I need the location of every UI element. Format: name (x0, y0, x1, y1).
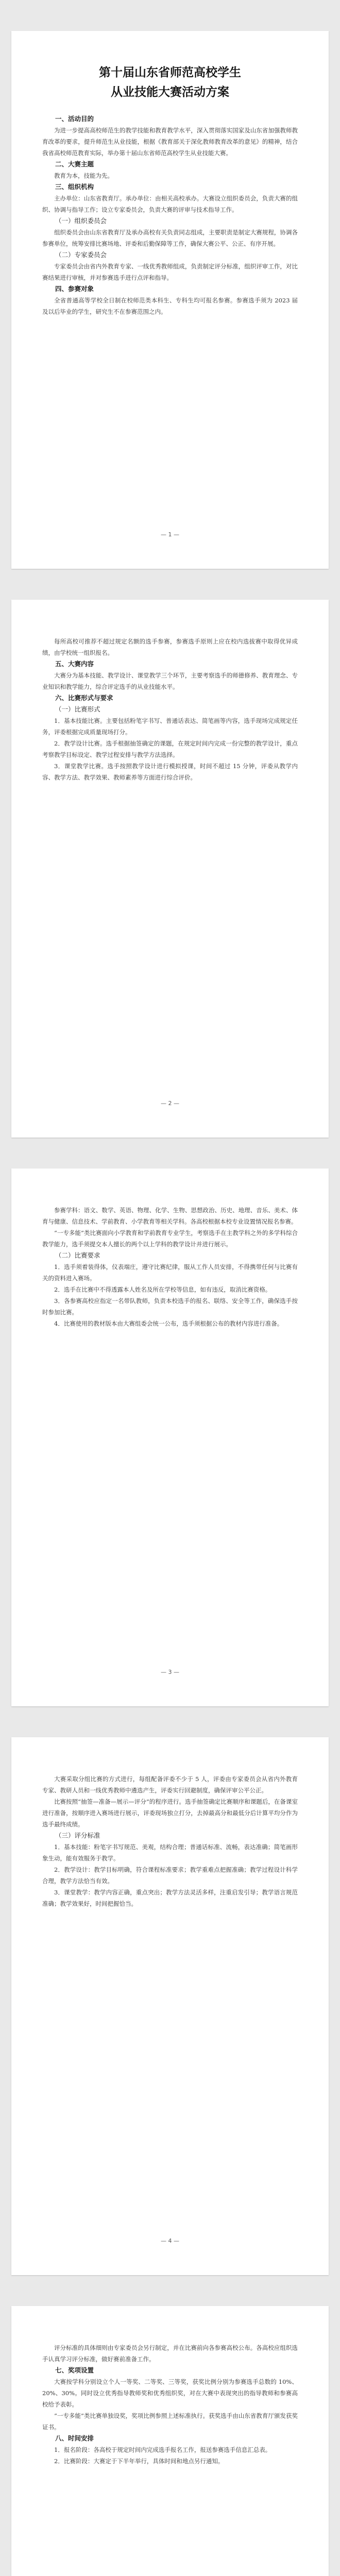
document-page-4 (11, 1737, 329, 2275)
body-paragraph: 比赛按照“抽签—准备—展示—评分”的程序进行。选手抽签确定比赛顺序和课题后，在备课室进行准备，按顺序进入赛场进行展示，评委现场独立打分，去掉最高分和最低分后计算平均分作为选手最终成绩。 (42, 1798, 298, 1828)
body-paragraph: 参赛学科：语文、数学、英语、物理、化学、生物、思想政治、历史、地理、音乐、美术、体育与健康、信息技术、学前教育、小学教育等相关学科。各高校根据本校专业设置情况报名参赛。 (42, 1207, 298, 1225)
section-heading: 八、时间安排 (55, 2434, 94, 2442)
body-paragraph: 评分标准的具体细则由专家委员会另行制定，并在比赛前向各参赛高校公布。各高校应组织选手认真学习评分标准，做好赛前准备工作。 (42, 2344, 298, 2363)
section-heading: 二、大赛主题 (55, 160, 94, 168)
section-heading: 五、大赛内容 (55, 660, 94, 668)
body-paragraph: “一专多能”类比赛单独设奖，奖项比例参照上述标准执行。获奖选手由山东省教育厅颁发获奖证书。 (42, 2412, 298, 2431)
body-paragraph: 大赛分为基本技能、教学设计、课堂教学三个环节，主要考察选手的师德修养、教育理念、专业知识和教学能力，综合评定选手的从业技能水平。 (42, 672, 298, 690)
body-paragraph: 大赛按学科分别设立个人一等奖、二等奖、三等奖，获奖比例分别为参赛选手总数的 10%、20%、30%。同时设立优秀指导教师奖和优秀组织奖，对在大赛中表现突出的指导教师和参赛高校给予表彰。 (42, 2378, 298, 2408)
section-heading: 七、奖项设置 (55, 2366, 94, 2374)
page-number: — 2 — (161, 1100, 179, 1107)
page-2-content (42, 636, 298, 783)
section-heading: 三、组织机构 (55, 183, 94, 191)
section-heading: 六、比赛形式与要求 (55, 694, 113, 702)
body-paragraph: 组织委员会由山东省教育厅及承办高校有关负责同志组成，主要职责是制定大赛规程，协调各参赛单位，统筹安排比赛场地、评委和后勤保障等工作，确保大赛公平、公正、有序开展。 (42, 229, 298, 247)
document-title-line-1: 第十届山东省师范高校学生 (99, 65, 241, 79)
body-paragraph: 教育为本，技能为先。 (54, 172, 113, 179)
page-number: — 4 — (161, 2238, 179, 2244)
body-paragraph: 专家委员会由省内外教育专家、一线优秀教师组成，负责制定评分标准，组织评审工作，对比赛结果进行审核，并对参赛选手进行点评和指导。 (42, 263, 298, 281)
document-page-2 (11, 600, 329, 1138)
page-number: — 1 — (161, 531, 179, 538)
page-5-content (42, 2342, 298, 2467)
section-heading: 四、参赛对象 (55, 285, 94, 293)
body-paragraph: 3．各参赛高校应指定一名带队教师，负责本校选手的报名、联络、安全等工作，确保选手按时参加比赛。 (42, 1297, 298, 1316)
body-paragraph: 3．课堂教学：教学内容正确，重点突出；教学方法灵活多样，注重启发引导；教学语言规范准确；教学效果好，时间把握恰当。 (42, 1889, 298, 1907)
body-paragraph: 2．教学设计：教学目标明确，符合课程标准要求；教学重难点把握准确；教学过程设计科学合理，教学方法恰当有效。 (42, 1866, 298, 1885)
body-paragraph: 1．选手须着装得体，仪表端庄，遵守比赛纪律，服从工作人员安排，不得携带任何与比赛有关的资料进入赛场。 (42, 1263, 298, 1282)
document-page-1 (11, 31, 329, 569)
body-paragraph: 3．课堂教学比赛。选手按照教学设计进行模拟授课，时间不超过 15 分钟，评委从教学内容、教学方法、教学效果、教师素养等方面进行综合评价。 (42, 762, 298, 781)
document-title (42, 63, 298, 102)
body-paragraph: 1．基本技能比赛。主要包括粉笔字书写、普通话表达、简笔画等内容，选手现场完成规定任务，评委根据完成质量现场打分。 (42, 717, 298, 736)
body-paragraph: 主办单位：山东省教育厅。承办单位：由相关高校承办。大赛设立组织委员会，负责大赛的组织、协调与指导工作；设立专家委员会，负责大赛的评审与技术指导工作。 (42, 195, 298, 213)
document-title-line-2: 从业技能大赛活动方案 (111, 85, 229, 99)
body-paragraph: 为进一步提高高校师范生的教学技能和教育教学水平，深入贯彻落实国家及山东省加强教师教育改革的要求，提升师范生从业技能，根据《教育部关于深化教师教育改革的意见》的精神，结合我省高校师范教育实际，举办第十届山东省师范高校学生从业技能大赛。 (42, 127, 298, 157)
subsection-heading: （一）比赛形式 (55, 705, 100, 713)
body-paragraph: 2．选手在比赛中不得透露本人姓名及所在学校等信息，如有违反，取消比赛资格。 (54, 1286, 271, 1293)
subsection-heading: （二）比赛要求 (55, 1251, 100, 1259)
body-paragraph: 1．基本技能：粉笔字书写规范、美观，结构合理；普通话标准、流畅，表达准确；简笔画形象生动，能有效服务于教学。 (42, 1843, 298, 1862)
body-paragraph: 2．教学设计比赛。选手根据抽签确定的课题，在规定时间内完成一份完整的教学设计，重点考察教学目标设定、教学过程安排与教学方法选择。 (42, 740, 298, 758)
body-paragraph: 大赛采取分组比赛的方式进行，每组配备评委不少于 5 人，评委由专家委员会从省内外教育专家、教研人员和一线优秀教师中遴选产生，评委实行回避制度，确保评审公平公正。 (42, 1775, 298, 1794)
subsection-heading: （三）评分标准 (55, 1832, 100, 1839)
document-page-5 (11, 2306, 329, 2576)
subsection-heading: （一）组织委员会 (55, 217, 107, 225)
body-paragraph: 2．比赛阶段：大赛定于下半年举行，具体时间和地点另行通知。 (54, 2458, 224, 2465)
subsection-heading: （二）专家委员会 (55, 251, 107, 259)
page-4-content (42, 1773, 298, 1909)
body-paragraph: 每所高校可推荐不超过规定名额的选手参赛，参赛选手原则上应在校内选拔赛中取得优异成绩，由学校统一组织报名。 (42, 638, 298, 656)
page-number: — 3 — (161, 1669, 179, 1675)
section-heading: 一、活动目的 (55, 115, 94, 123)
page-3-content (42, 1205, 298, 1329)
body-paragraph: 1．报名阶段：各高校于规定时间内完成选手报名工作，报送参赛选手信息汇总表。 (54, 2446, 271, 2453)
body-paragraph: “一专多能”类比赛面向小学教育和学前教育专业学生，考察选手在主教学科之外的多学科综合教学能力，选手须提交本人擅长的两个以上学科的教学设计并进行展示。 (42, 1229, 298, 1248)
document-page-3 (11, 1168, 329, 1706)
body-paragraph: 4．比赛使用的教材版本由大赛组委会统一公布，选手须根据公布的教材内容进行准备。 (54, 1320, 283, 1327)
page-1-content (42, 113, 298, 317)
body-paragraph: 全省普通高等学校全日制在校师范类本科生、专科生均可报名参赛。参赛选手须为 2023 届及以后毕业的学生，研究生不在参赛范围之内。 (42, 297, 298, 315)
